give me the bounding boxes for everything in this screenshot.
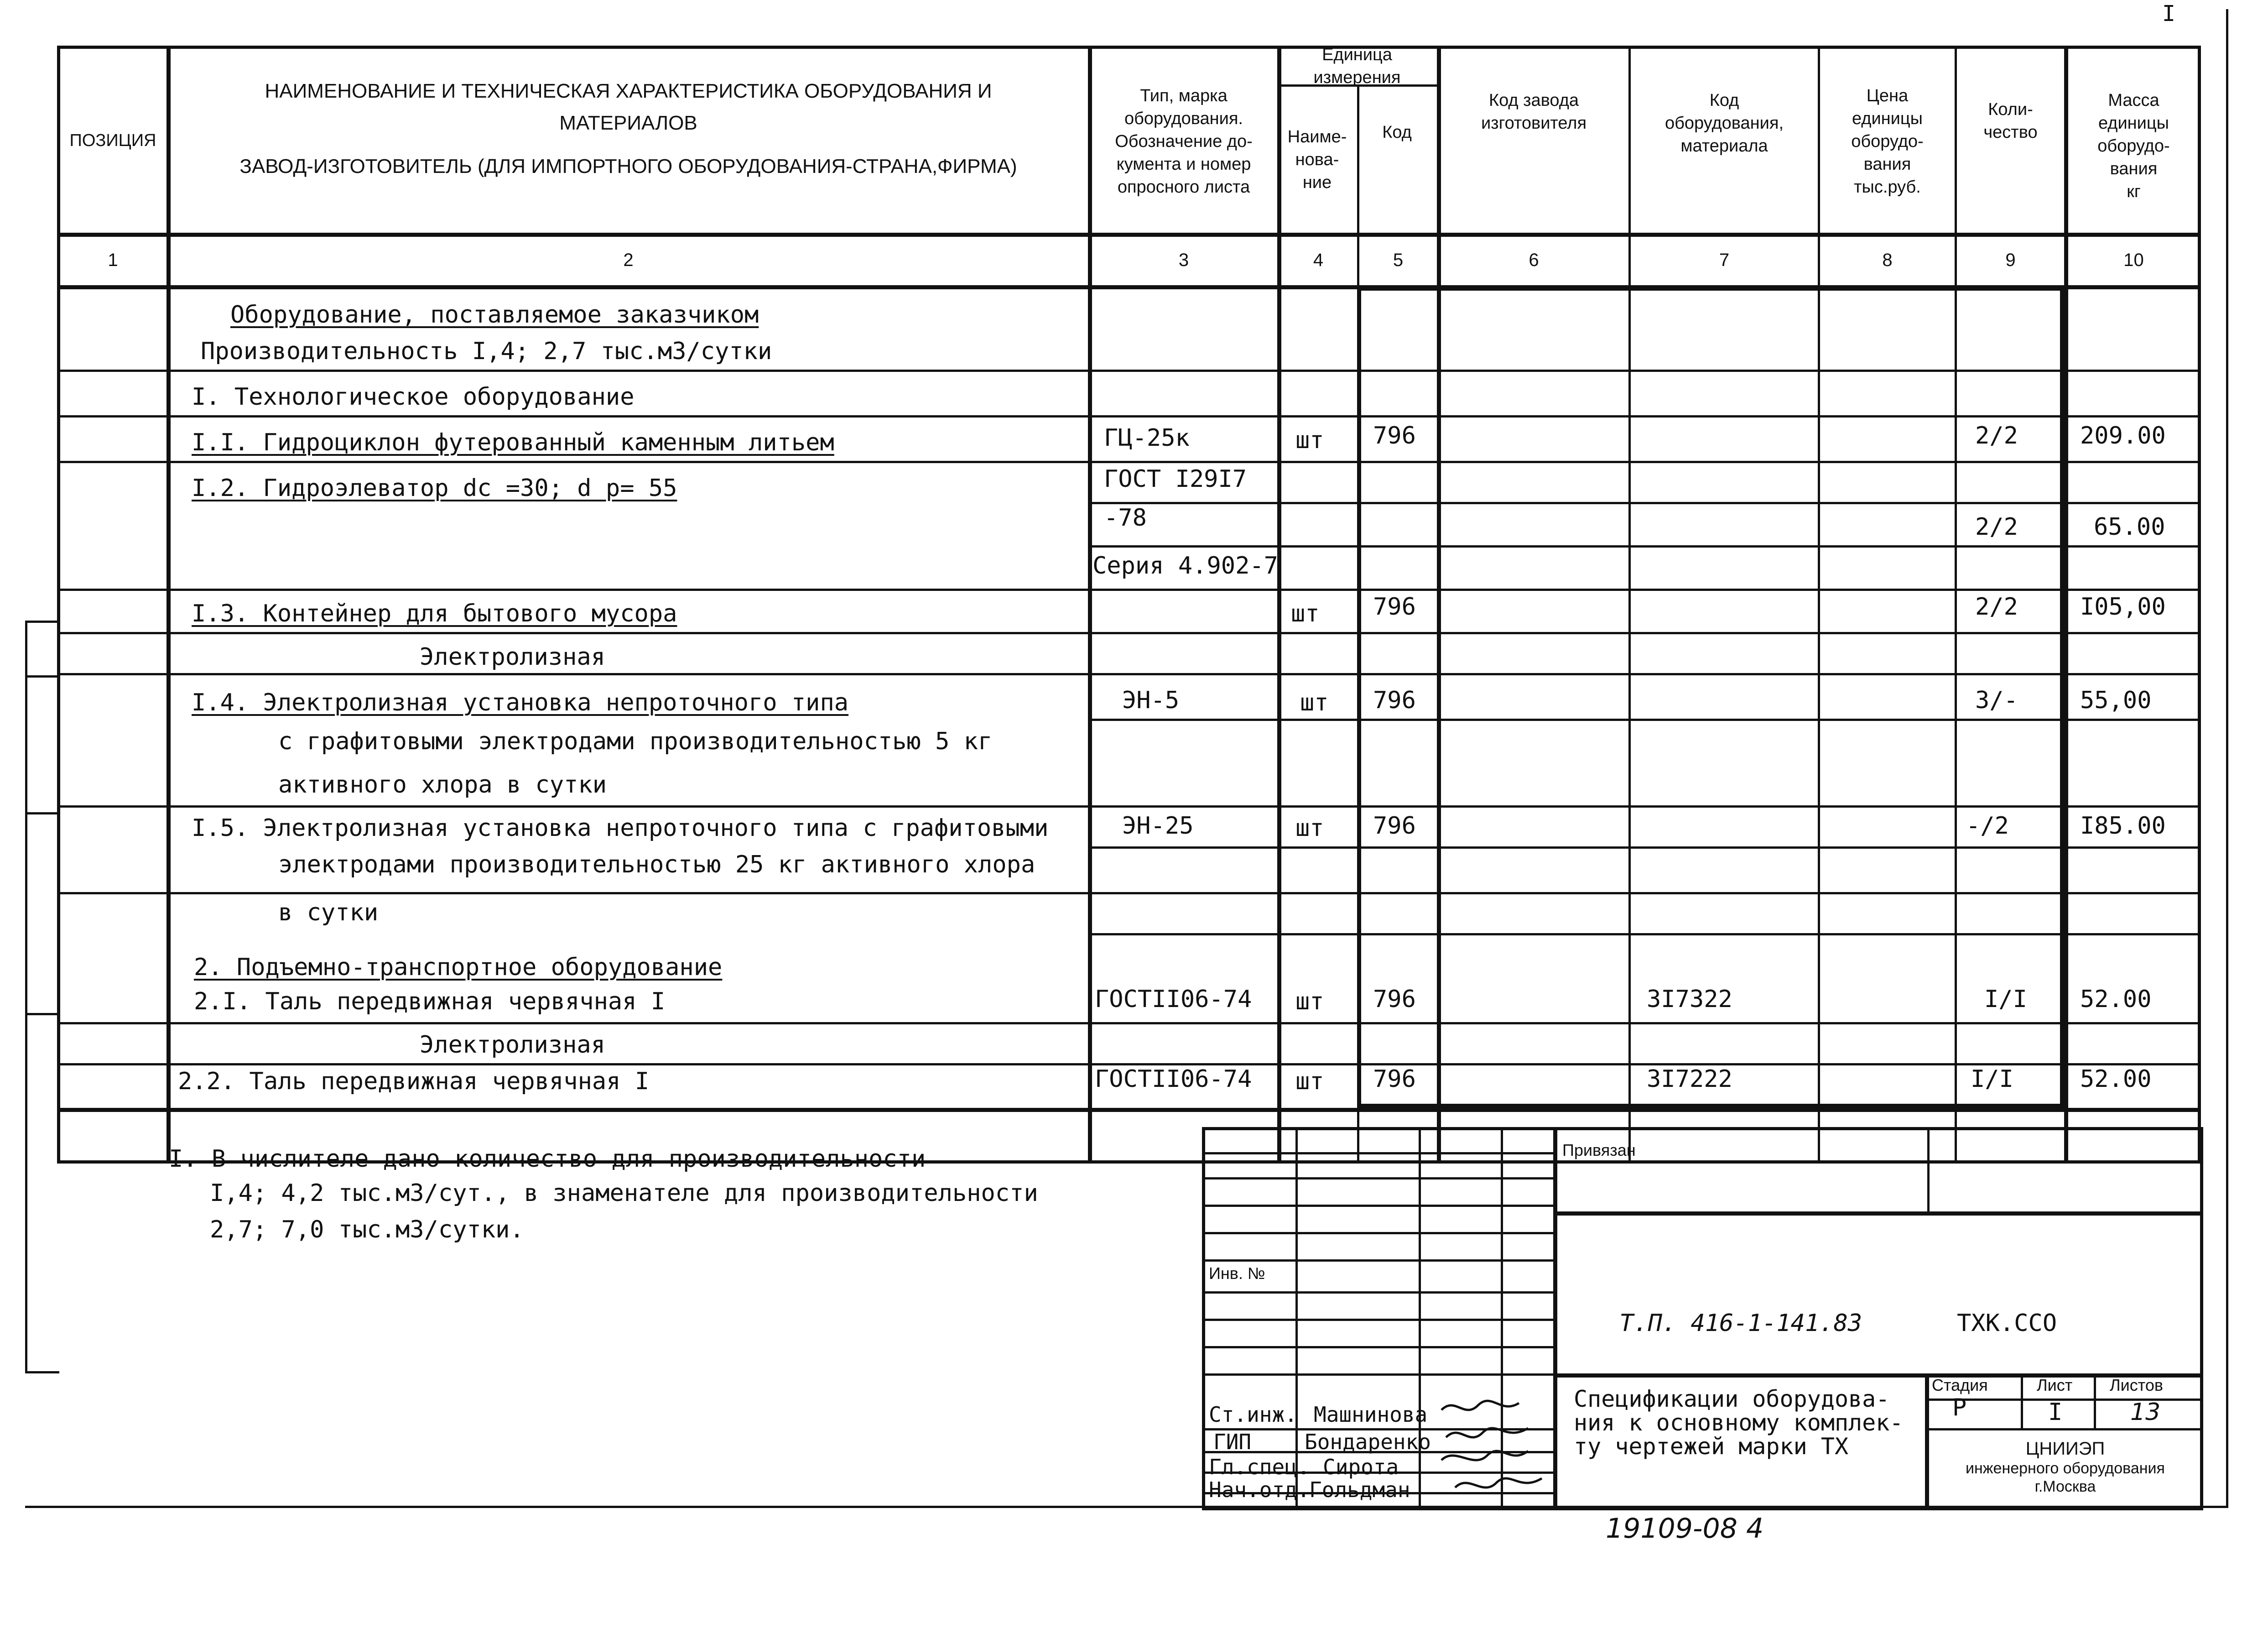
tb-staff-name: Бондаренко: [1305, 1430, 1431, 1454]
row-qty: 2/2: [1975, 422, 2018, 449]
row-name: электродами производительностью 25 кг активного хлора: [278, 851, 1035, 878]
footer-number: 19109-08 4: [1606, 1513, 1764, 1545]
row-line: [57, 370, 2201, 372]
body-inner-box: [1357, 287, 2064, 1108]
row-line: [1088, 719, 2201, 721]
header-equipment-code: Код оборудования, материала: [1665, 91, 1784, 156]
table-body-bottom: [57, 1108, 2201, 1112]
tb-sheet: I: [2048, 1399, 2063, 1426]
tb-grid-line: [1927, 1127, 1930, 1214]
tb-inv-label: Инв. №: [1209, 1264, 1265, 1283]
binding-mark: [25, 1013, 59, 1015]
tb-staff-role: Гл.спец.: [1209, 1455, 1310, 1479]
row-equip-code: 3I7222: [1647, 1065, 1732, 1093]
column-number: 1: [108, 250, 118, 270]
row-unit: шт: [1295, 1068, 1324, 1095]
column-number: 9: [2005, 250, 2016, 270]
tb-title: Спецификации оборудова- ния к основному комплек- ту чертежей марки ТХ: [1574, 1386, 1904, 1460]
tb-grid-line: [1202, 1232, 1555, 1234]
row-code: 796: [1373, 687, 1416, 714]
column-number: 2: [623, 250, 634, 270]
tb-org-line2: инженерного оборудования: [1966, 1459, 2165, 1477]
row-type: ГОСТII06-74: [1095, 986, 1252, 1013]
row-code: 796: [1373, 593, 1416, 621]
note-line: I,4; 4,2 тыс.м3/сут., в знаменателе для производительности: [210, 1180, 1038, 1207]
header-unit-code: Код: [1382, 123, 1412, 142]
tb-sheets: 13: [2130, 1399, 2161, 1426]
row-mass: 52.00: [2080, 986, 2152, 1013]
row-name: I. Технологическое оборудование: [192, 383, 635, 411]
row-name: Электролизная: [420, 643, 605, 671]
column-number: 10: [2123, 250, 2144, 270]
header-position: ПОЗИЦИЯ: [69, 130, 156, 150]
tb-staff-role: Нач.отд.: [1209, 1477, 1310, 1502]
tb-grid-line: [1553, 1211, 2203, 1216]
col-line-1: [166, 46, 171, 1164]
tb-grid-line: [1925, 1399, 2203, 1401]
row-line: [57, 461, 2201, 463]
binding-mark: [25, 1371, 59, 1373]
row-mass: I05,00: [2080, 593, 2166, 621]
row-unit: шт: [1295, 814, 1324, 842]
tb-grid-line: [1202, 1205, 1555, 1207]
header-unit-name: Наиме- нова- ние: [1287, 127, 1347, 192]
row-name: I.I. Гидроциклон футерованный каменным литьем: [192, 429, 834, 456]
tb-grid-line: [1202, 1346, 1555, 1348]
signature-marks: [1437, 1396, 1546, 1506]
header-unit-price: Цена единицы оборудо- вания тыс.руб.: [1851, 86, 1924, 197]
row-unit: шт: [1300, 689, 1329, 716]
signature-stroke: [1446, 1428, 1528, 1437]
row-line: [1088, 502, 2201, 504]
row-type: Серия 4.902-7: [1092, 552, 1278, 579]
row-line: [57, 673, 2201, 675]
row-code: 796: [1373, 812, 1416, 840]
row-mass: 55,00: [2080, 687, 2152, 714]
row-mass: I85.00: [2080, 812, 2166, 840]
tb-grid-line: [1202, 1319, 1555, 1321]
row-name: I.3. Контейнер для бытового мусора: [192, 600, 677, 627]
tb-grid-line: [2021, 1373, 2023, 1428]
signature-stroke: [1455, 1478, 1542, 1487]
tb-org-line1: ЦНИИЭП: [2025, 1439, 2105, 1459]
row-mass: 65.00: [2094, 513, 2165, 541]
row-name: 2.I. Таль передвижная червячная I: [194, 988, 666, 1015]
tb-staff-role: Ст.инж.: [1209, 1402, 1297, 1427]
header-factory-code: Код завода изготовителя: [1481, 91, 1587, 133]
row-type: ГОСТ I29I7: [1104, 465, 1247, 493]
row-name: с графитовыми электродами производительностью 5 кг: [278, 728, 993, 755]
row-type: ГОСТII06-74: [1095, 1065, 1252, 1093]
tb-grid-line: [1925, 1428, 2203, 1430]
tb-grid-line: [1202, 1177, 1555, 1180]
row-line: [57, 805, 2201, 808]
row-qty: 2/2: [1975, 593, 2018, 621]
column-number: 4: [1313, 250, 1324, 270]
row-mass: 52.00: [2080, 1065, 2152, 1093]
row-type: ГЦ-25к: [1104, 424, 1190, 452]
row-unit: шт: [1295, 988, 1324, 1015]
tb-stage: Р: [1952, 1394, 1967, 1421]
row-line: [57, 892, 2201, 894]
row-unit: шт: [1295, 427, 1324, 454]
tb-grid-line: [2094, 1373, 2096, 1428]
binding-mark: [25, 812, 59, 814]
binding-mark: [25, 621, 59, 623]
tb-staff-name: Машнинова: [1314, 1402, 1428, 1427]
row-name: I.2. Гидроэлеватор dc =30; d p= 55: [192, 475, 677, 502]
binding-strip: [25, 621, 27, 1373]
column-number: 7: [1719, 250, 1730, 270]
signature-stroke: [1441, 1401, 1519, 1410]
header-unit-group: Единица измерения: [1313, 45, 1401, 87]
row-name: 2. Подъемно-транспортное оборудование: [194, 954, 723, 981]
tb-org-line3: г.Москва: [2034, 1477, 2096, 1495]
row-code: 796: [1373, 986, 1416, 1013]
row-name: I.5. Электролизная установка непроточного типа с графитовыми: [192, 814, 1049, 842]
row-name: активного хлора в сутки: [278, 771, 607, 799]
tb-bound-label: Привязан: [1562, 1141, 1636, 1159]
row-code: 796: [1373, 422, 1416, 449]
row-equip-code: 3I7322: [1647, 986, 1732, 1013]
header-name-line1: НАИМЕНОВАНИЕ И ТЕХНИЧЕСКАЯ ХАРАКТЕРИСТИКА ОБОРУДОВАНИЯ И МАТЕРИАЛОВ: [265, 80, 992, 134]
row-name: Оборудование, поставляемое заказчиком: [230, 301, 759, 329]
row-name: Производительность I,4; 2,7 тыс.м3/сутки: [201, 338, 772, 365]
tb-stage-label: Стадия: [1932, 1376, 1988, 1394]
signature-stroke: [1441, 1451, 1528, 1460]
note-line: 2,7; 7,0 тыс.м3/сутки.: [210, 1216, 524, 1243]
tb-staff-name: Сирота: [1323, 1455, 1399, 1479]
column-number: 8: [1882, 250, 1893, 270]
row-line: [1088, 846, 2201, 849]
row-type: ЭН-5: [1122, 687, 1180, 714]
row-qty: -/2: [1966, 812, 2009, 840]
row-name: 2.2. Таль передвижная червячная I: [178, 1068, 650, 1095]
row-qty: 3/-: [1975, 687, 2018, 714]
tb-grid-line: [1202, 1259, 1555, 1262]
row-line: [1088, 933, 2201, 935]
row-name: I.4. Электролизная установка непроточного типа: [192, 689, 849, 716]
row-type: ЭН-25: [1122, 812, 1194, 840]
tb-staff-name: Гольдман: [1309, 1477, 1410, 1502]
tb-project-number: Т.П. 416-1-141.83: [1619, 1310, 1862, 1337]
row-qty: 2/2: [1975, 513, 2018, 541]
col-line-2: [1088, 46, 1092, 1164]
tb-grid-line: [1202, 1152, 1555, 1154]
tb-doc-code: ТХК.ССО: [1957, 1310, 2057, 1337]
header-type: Тип, марка оборудования. Обозначение до- кумента и номер опросного листа: [1115, 86, 1253, 197]
row-type: -78: [1104, 504, 1147, 532]
header-quantity: Коли- чество: [1983, 100, 2038, 142]
note-line: I. В числителе дано количество для производительности: [169, 1145, 926, 1173]
row-line: [57, 589, 2201, 591]
corner-mark: I: [2162, 1, 2175, 26]
tb-grid-line: [1202, 1373, 1555, 1376]
tb-grid-line: [1553, 1373, 2203, 1378]
sheet-right-line: [2226, 9, 2228, 1508]
tb-staff-role: ГИП: [1213, 1430, 1252, 1454]
binding-mark: [25, 675, 59, 678]
row-line: [57, 632, 2201, 634]
row-line: [57, 415, 2201, 418]
header-mass: Масса единицы оборудо- вания кг: [2097, 91, 2170, 201]
column-number: 5: [1393, 250, 1404, 270]
header-name-line2: ЗАВОД-ИЗГОТОВИТЕЛЬ (ДЛЯ ИМПОРТНОГО ОБОРУДОВАНИЯ-СТРАНА,ФИРМА): [239, 155, 1017, 177]
row-name: Электролизная: [420, 1031, 605, 1059]
row-mass: 209.00: [2080, 422, 2166, 449]
row-name: в сутки: [278, 899, 379, 926]
row-qty: I/I: [1984, 986, 2027, 1013]
row-code: 796: [1373, 1065, 1416, 1093]
column-number: 3: [1178, 250, 1189, 270]
row-qty: I/I: [1971, 1065, 2013, 1093]
row-line: [57, 1022, 2201, 1024]
tb-sheets-label: Листов: [2110, 1376, 2163, 1394]
row-line: [1088, 545, 2201, 548]
tb-sheet-label: Лист: [2037, 1376, 2073, 1394]
row-unit: шт: [1291, 600, 1320, 627]
tb-grid-line: [1202, 1291, 1555, 1294]
column-number: 6: [1529, 250, 1539, 270]
